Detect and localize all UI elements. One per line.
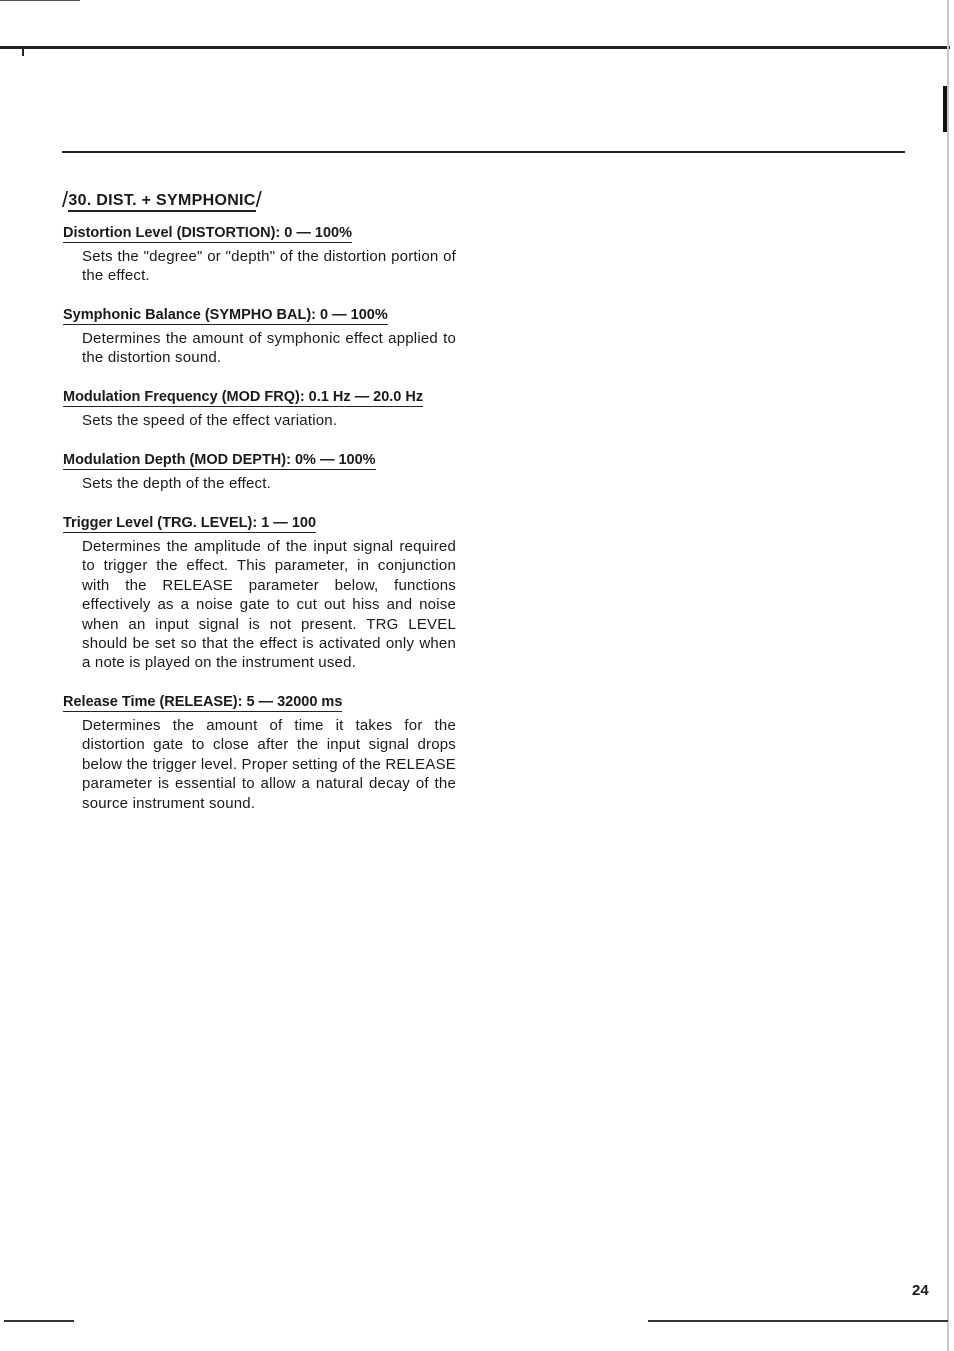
top-corner-rule	[0, 0, 80, 1]
param-modulation-frequency	[63, 388, 463, 430]
title-slash-right: /	[255, 187, 263, 212]
header-divider	[62, 151, 905, 153]
right-page-edge	[947, 0, 949, 1351]
param-heading: Trigger Level (TRG. LEVEL): 1 — 100	[63, 515, 317, 531]
param-release-time	[63, 693, 463, 813]
section-title-text: 30. DIST. + SYMPHONIC	[68, 192, 255, 212]
page-number: 24	[912, 1282, 929, 1299]
param-heading: Symphonic Balance (SYMPHO BAL): 0 — 100%	[63, 307, 388, 323]
param-description: Sets the speed of the effect variation.	[82, 412, 338, 429]
bottom-left-rule	[4, 1320, 74, 1322]
param-symphonic-balance	[63, 306, 463, 368]
top-rule-tick	[22, 48, 24, 56]
section-title	[62, 185, 262, 212]
param-distortion-level	[63, 224, 463, 286]
param-description: Determines the amount of symphonic effect applied to the distortion sound.	[82, 330, 456, 367]
param-heading: Modulation Frequency (MOD FRQ): 0.1 Hz — 20.0 Hz	[63, 389, 424, 405]
param-heading: Release Time (RELEASE): 5 — 32000 ms	[63, 694, 343, 710]
param-modulation-depth	[63, 451, 463, 493]
param-trigger-level	[63, 514, 463, 673]
top-heavy-rule	[0, 46, 950, 49]
param-heading: Distortion Level (DISTORTION): 0 — 100%	[63, 225, 352, 241]
title-slash-left: /	[62, 187, 69, 212]
param-description: Determines the amplitude of the input signal required to trigger the effect. This parameter, in conjunction with the RELEASE parameter below, functions effectively as a noise gate to cut out hiss and noise when an input signal is not present. TRG LEVEL should be set so that the effect is activated only when a note is played on the instrument used.	[82, 538, 456, 672]
param-heading: Modulation Depth (MOD DEPTH): 0% — 100%	[63, 452, 376, 468]
param-description: Determines the amount of time it takes for the distortion gate to close after the input signal drops below the trigger level. Proper setting of the RELEASE parameter is essential to allow a natural decay of the source instrument sound.	[82, 717, 456, 812]
param-description: Sets the "degree" or "depth" of the distortion portion of the effect.	[82, 248, 456, 285]
bottom-right-rule	[648, 1320, 948, 1322]
param-description: Sets the depth of the effect.	[82, 475, 271, 492]
